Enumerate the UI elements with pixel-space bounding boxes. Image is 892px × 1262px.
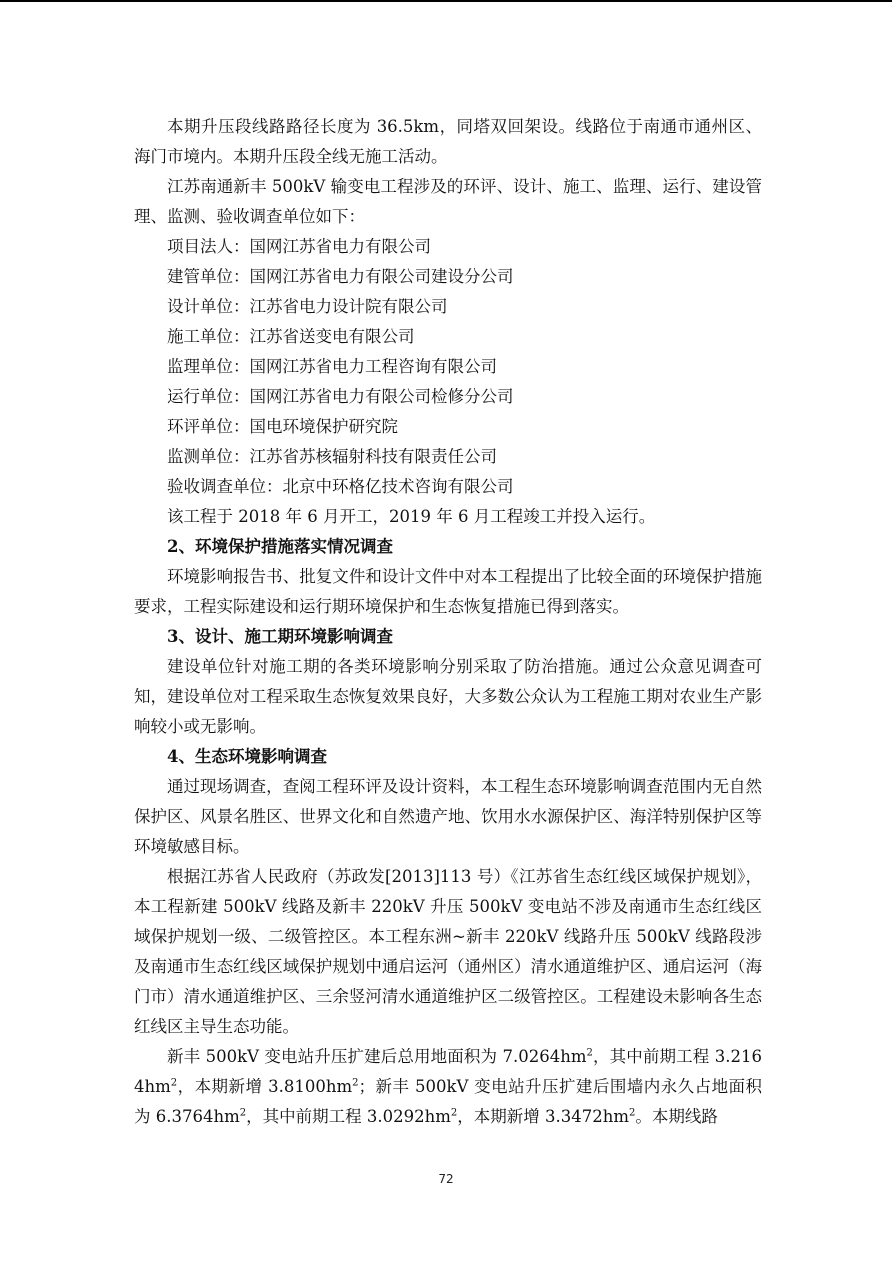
area-text-3: ，本期新增 3.8100hm xyxy=(177,1077,353,1096)
area-superscript-5: 2 xyxy=(450,1107,458,1119)
area-superscript-1: 2 xyxy=(586,1047,593,1059)
unit-monitoring: 监测单位：江苏省苏核辐射科技有限责任公司 xyxy=(167,447,497,466)
unit-construction: 施工单位：江苏省送变电有限公司 xyxy=(167,327,415,346)
section-heading-4: 4、生态环境影响调查 xyxy=(167,747,327,766)
paragraph-section-3: 建设单位针对施工期的各类环境影响分别采取了防治措施。通过公众意见调查可知，建设单位对工程采取生态恢复效果良好，大多数公众认为工程施工期对农业生产影响较小或无影响。 xyxy=(134,657,762,736)
top-border-line xyxy=(0,0,892,2)
paragraph-line-route: 本期升压段线路路径长度为 36.5km，同塔双回架设。线路位于南通市通州区、海门市境内。本期升压段全线无施工活动。 xyxy=(134,117,762,166)
paragraph-schedule: 该工程于 2018 年 6 月开工，2019 年 6 月工程竣工并投入运行。 xyxy=(167,507,656,526)
area-superscript-3: 2 xyxy=(352,1077,359,1089)
section-heading-2: 2、环境保护措施落实情况调查 xyxy=(167,537,393,556)
unit-eia: 环评单位：国电环境保护研究院 xyxy=(167,417,398,436)
unit-project-owner: 项目法人：国网江苏省电力有限公司 xyxy=(167,237,431,256)
paragraph-section-2: 环境影响报告书、批复文件和设计文件中对本工程提出了比较全面的环境保护措施要求，工程实际建设和运行期环境保护和生态恢复措施已得到落实。 xyxy=(134,567,762,616)
unit-construction-management: 建管单位：国网江苏省电力有限公司建设分公司 xyxy=(167,267,514,286)
area-text-6: ，本期新增 3.3472hm xyxy=(457,1107,630,1126)
paragraph-section-4a: 通过现场调查，查阅工程环评及设计资料，本工程生态环境影响调查范围内无自然保护区、风景名胜区、世界文化和自然遗产地、饮用水水源保护区、海洋特别保护区等环境敏感目标。 xyxy=(134,777,762,856)
area-superscript-4: 2 xyxy=(239,1107,247,1119)
page-number: 72 xyxy=(438,1172,454,1186)
section-heading-3: 3、设计、施工期环境影响调查 xyxy=(167,627,393,646)
area-text-5: ，其中前期工程 3.0292hm xyxy=(246,1107,451,1126)
area-text-2: ，其中前期工程 3.2164hm xyxy=(134,1047,762,1096)
area-text-1: 新丰 500kV 变电站升压扩建后总用地面积为 7.0264hm xyxy=(167,1047,587,1066)
units-list xyxy=(134,232,762,502)
area-text-4: ；新丰 500kV 变电站升压扩建后围墙内永久占地面积为 6.3764hm xyxy=(134,1077,762,1126)
area-superscript-2: 2 xyxy=(170,1077,178,1089)
paragraph-section-4b: 根据江苏省人民政府（苏政发[2013]113 号）《江苏省生态红线区域保护规划》，本工程新建 500kV 线路及新丰 220kV 升压 500kV 变电站不涉及南通市生态红线区域保护规划一级、二级管控区。本工程东洲~新丰 220kV 线路升压 500kV 线路段涉及南通市生态红线区域保护规划中通启运河（通州区）清水通道维护区、通启运河（海门市）清水通道维护区、三余竖河清水通道维护区二级管控区。工程建设未影响各生态红线区主导生态功能。 xyxy=(134,867,762,1036)
area-superscript-6: 2 xyxy=(629,1107,636,1119)
area-text-7: 。本期线路 xyxy=(635,1107,718,1126)
unit-design: 设计单位：江苏省电力设计院有限公司 xyxy=(167,297,448,316)
paragraph-land-area xyxy=(134,1042,762,1132)
unit-operation: 运行单位：国网江苏省电力有限公司检修分公司 xyxy=(167,387,514,406)
unit-acceptance: 验收调查单位：北京中环格亿技术咨询有限公司 xyxy=(167,477,514,496)
document-body xyxy=(134,112,762,1132)
paragraph-units-intro: 江苏南通新丰 500kV 输变电工程涉及的环评、设计、施工、监理、运行、建设管理、监测、验收调查单位如下： xyxy=(134,177,762,226)
unit-supervision: 监理单位：国网江苏省电力工程咨询有限公司 xyxy=(167,357,497,376)
